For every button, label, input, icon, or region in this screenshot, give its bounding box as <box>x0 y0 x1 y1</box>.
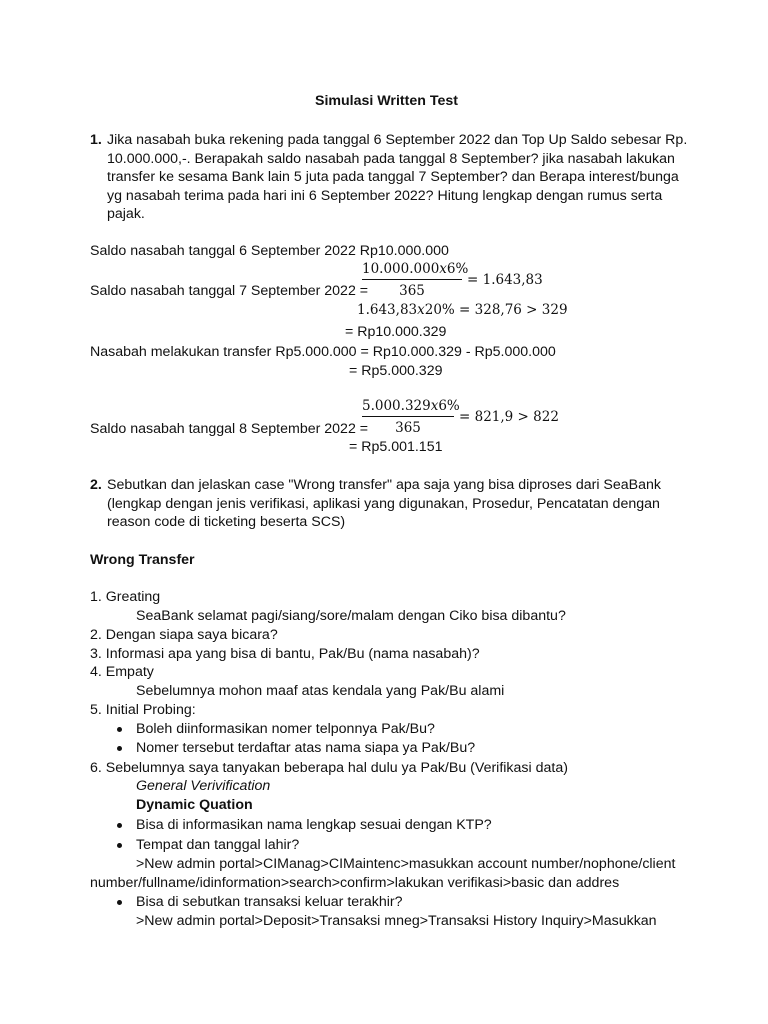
navigation-path: >New admin portal>Deposit>Transaksi mneg>Transaksi History Inquiry>Masukkan <box>136 913 657 929</box>
question-1-line: 10.000.000,-. Berapakah saldo nasabah pada tanggal 8 September? jika nasabah lakukan <box>107 151 675 167</box>
step-2: 2. Dengan siapa saya bicara? <box>90 627 278 643</box>
tax-base-amount: 1.643,83 <box>357 302 418 318</box>
question-1-line: yg nasabah terima pada hari ini 6 September 2022? Hitung lengkap dengan rumus serta <box>107 188 663 204</box>
bullet-item: Bisa di informasikan nama lengkap sesuai dengan KTP? <box>136 817 492 833</box>
fraction-denominator: 365 <box>395 420 421 436</box>
tax-calculation <box>357 301 568 319</box>
fraction-numerator-multiply: x <box>439 261 447 277</box>
tax-rate-result: 20% = 328,76 > 329 <box>424 302 568 318</box>
fraction-denominator: 365 <box>399 283 425 299</box>
bullet-icon <box>117 727 122 732</box>
question-1-line: pajak. <box>107 206 145 222</box>
bullet-item: Nomer tersebut terdaftar atas nama siapa ya Pak/Bu? <box>136 740 476 756</box>
question-1-line: transfer ke sesama Bank lain 5 juta pada tanggal 7 September? dan Berapa interest/bunga <box>107 169 679 185</box>
bullet-icon <box>117 746 122 751</box>
fraction-interest-7-sept <box>362 260 469 300</box>
fraction-bar <box>362 416 454 417</box>
question-2-line: reason code di ticketing beserta SCS) <box>107 514 346 530</box>
step-3: 3. Informasi apa yang bisa di bantu, Pak/Bu (nama nasabah)? <box>90 646 480 662</box>
fraction-numerator-amount: 5.000.329 <box>362 398 431 414</box>
step-4: 4. Empaty <box>90 664 154 680</box>
bullet-item: Bisa di sebutkan transaksi keluar terakhir? <box>136 894 403 910</box>
question-2-line: (lengkap dengan jenis verifikasi, aplikasi yang digunakan, Prosedur, Pencatatan dengan <box>107 496 660 512</box>
saldo-8-sept-result: = Rp5.001.151 <box>349 439 443 455</box>
bullet-item: Tempat dan tanggal lahir? <box>136 837 300 853</box>
general-verification-label: General Verivification <box>136 778 271 794</box>
question-2-number: 2. <box>90 477 102 493</box>
saldo-7-sept-result: = Rp10.000.329 <box>345 324 447 340</box>
fraction-numerator-rate: 6% <box>446 261 469 277</box>
step-1-detail: SeaBank selamat pagi/siang/sore/malam dengan Ciko bisa dibantu? <box>136 608 566 624</box>
navigation-path: number/fullname/idinformation>search>confirm>lakukan verifikasi>basic dan addres <box>90 875 620 891</box>
page-title: Simulasi Written Test <box>315 93 458 109</box>
transfer-result: = Rp5.000.329 <box>349 363 443 379</box>
question-1-line: Jika nasabah buka rekening pada tanggal 6 September 2022 dan Top Up Saldo sebesar Rp. <box>107 132 688 148</box>
question-1-number: 1. <box>90 132 102 148</box>
interest-7-sept-result: = 1.643,83 <box>467 272 543 288</box>
dynamic-question-label: Dynamic Quation <box>136 797 253 813</box>
bullet-item: Boleh diinformasikan nomer telponnya Pak/Bu? <box>136 721 435 737</box>
step-4-detail: Sebelumnya mohon maaf atas kendala yang Pak/Bu alami <box>136 683 505 699</box>
step-6: 6. Sebelumnya saya tanyakan beberapa hal dulu ya Pak/Bu (Verifikasi data) <box>90 760 568 776</box>
navigation-path: >New admin portal>CIManag>CIMaintenc>masukkan account number/nophone/client <box>136 856 676 872</box>
bullet-icon <box>117 843 122 848</box>
saldo-7-sept-label: Saldo nasabah tanggal 7 September 2022 = <box>90 283 369 299</box>
step-5: 5. Initial Probing: <box>90 702 196 718</box>
interest-8-sept-result: = 821,9 > 822 <box>459 409 559 425</box>
step-1: 1. Greating <box>90 589 161 605</box>
transfer-calculation: Nasabah melakukan transfer Rp5.000.000 = Rp10.000.329 - Rp5.000.000 <box>90 344 556 360</box>
fraction-numerator-multiply: x <box>430 398 439 414</box>
fraction-numerator-rate: 6% <box>438 398 460 414</box>
saldo-6-sept: Saldo nasabah tanggal 6 September 2022 Rp10.000.000 <box>90 243 449 259</box>
section-heading: Wrong Transfer <box>90 552 195 568</box>
bullet-icon <box>117 900 122 905</box>
bullet-icon <box>117 823 122 828</box>
question-2-line: Sebutkan dan jelaskan case "Wrong transfer" apa saja yang bisa diproses dari SeaBank <box>107 477 661 493</box>
fraction-numerator-amount: 10.000.000 <box>362 261 440 277</box>
tax-multiply: x <box>417 302 425 318</box>
saldo-8-sept-label: Saldo nasabah tanggal 8 September 2022 = <box>90 421 369 437</box>
fraction-interest-8-sept <box>362 397 460 437</box>
fraction-bar <box>362 279 462 280</box>
